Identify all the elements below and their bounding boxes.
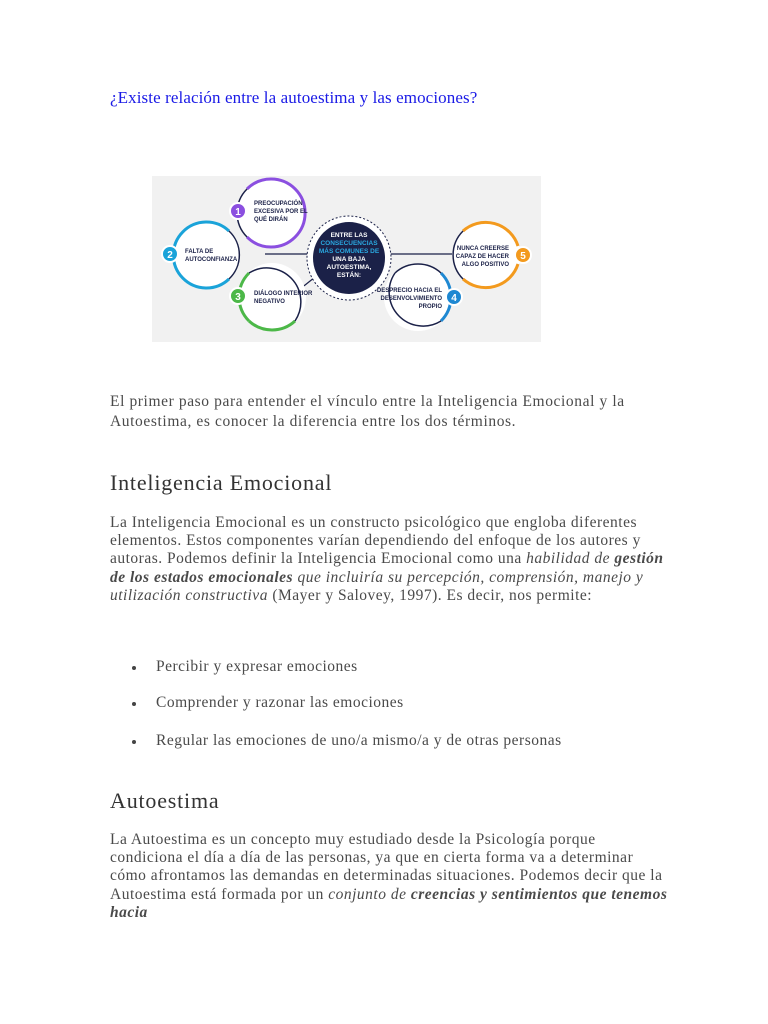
item-label-line: NUNCA CREERSE (456, 246, 509, 252)
bullet-dot (132, 740, 136, 744)
item-label-line: PREOCUPACIÓN (254, 201, 303, 207)
item-label-line: EXCESIVA POR EL (254, 209, 308, 215)
infographic-item-1 (230, 179, 308, 247)
center-text-line: UNA BAJA (332, 256, 366, 263)
item-number: 3 (235, 292, 241, 303)
item-number: 2 (167, 250, 173, 261)
center-text-line: MÁS COMUNES DE (318, 248, 380, 255)
item-label-line: PROPIO (418, 304, 442, 310)
item-label-line: ALGO POSITIVO (461, 262, 509, 268)
item-number: 5 (520, 251, 526, 262)
infographic-svg (152, 176, 541, 342)
item-label-line: CAPAZ DE HACER (455, 254, 509, 260)
au-text-strong: creencias y sentimientos que tenemos hacia (110, 885, 668, 921)
bullet-dot (132, 702, 136, 706)
infographic-item-5 (452, 221, 531, 289)
heading-autoestima: Autoestima (110, 788, 220, 813)
paragraph-inteligencia-emocional (110, 514, 670, 605)
item-number: 1 (235, 207, 241, 218)
item-label-line: AUTOCONFIANZA (185, 257, 238, 263)
article-title-link[interactable]: ¿Existe relación entre la autoestima y las emociones? (110, 88, 478, 107)
item-label-line: QUÉ DIRÁN (254, 217, 288, 223)
ie-text-em1: habilidad de (526, 550, 615, 568)
ie-text-strong: gestión de los estados emocionales (110, 550, 664, 586)
au-text-em: conjunto de (328, 885, 411, 903)
list-item-text: Regular las emociones de uno/a mismo/a y de otras personas (156, 732, 562, 749)
item-label-line: DIÁLOGO INTERIOR (254, 291, 313, 297)
ie-text-b: (Mayer y Salovey, 1997). Es decir, nos permite: (267, 586, 593, 604)
infographic-item-3 (230, 263, 313, 331)
center-text-line: CONSECUENCIAS (320, 240, 378, 247)
list-item-text: Comprender y razonar las emociones (156, 694, 404, 711)
item-label-line: DESPRECIO HACIA EL (376, 288, 442, 294)
list-item-text: Percibir y expresar emociones (156, 658, 358, 675)
infographic-item-2 (162, 222, 239, 288)
au-text-a: La Autoestima es un concepto muy estudiado desde la Psicología porque condiciona el día a día de las personas, ya que en cierta forma va a determinar cómo afrontamos las demandas en determinadas situaciones. Podemos decir que la Autoestima está formada por un (110, 831, 663, 903)
heading-inteligencia-emocional: Inteligencia Emocional (110, 470, 333, 495)
infographic-item-4 (377, 263, 462, 331)
center-text-line: ESTÁN: (336, 272, 362, 279)
paragraph-autoestima (110, 831, 670, 922)
item-label-line: FALTA DE (185, 249, 214, 255)
center-text-line: ENTRE LAS (330, 232, 368, 239)
item-label-line: NEGATIVO (254, 299, 285, 305)
self-esteem-infographic (152, 176, 541, 342)
item-number: 4 (451, 293, 457, 304)
intro-paragraph: El primer paso para entender el vínculo entre la Inteligencia Emocional y la Autoestima, es conocer la diferencia entre los dos términos. (110, 393, 625, 430)
ie-text-a: La Inteligencia Emocional es un constructo psicológico que engloba diferentes elementos. Estos componentes varían dependiendo del enfoque de los autores y autoras. Podemos definir la Inteligencia Emocional como una (110, 514, 641, 568)
ie-text-em2: que incluiría su percepción, comprensión, manejo y utilización constructiva (110, 568, 644, 604)
item-label-line: DESENVOLVIMIENTO (380, 296, 442, 302)
center-text-line: AUTOESTIMA, (326, 264, 372, 271)
bullet-dot (132, 666, 136, 670)
